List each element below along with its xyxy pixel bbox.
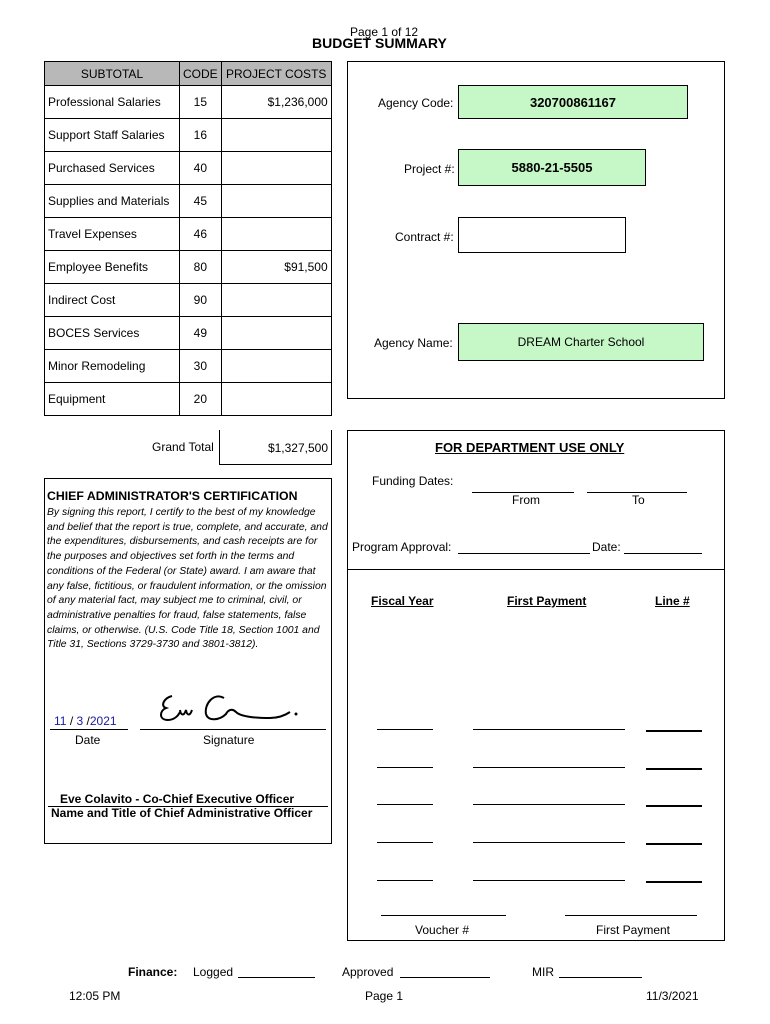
date-field[interactable] — [50, 714, 128, 728]
row-code: 16 — [180, 119, 222, 152]
page-of: Page 1 of 12 — [350, 25, 419, 39]
row-cost[interactable] — [221, 383, 331, 416]
signature-line — [140, 729, 326, 730]
first-payment-amount-line[interactable] — [473, 729, 625, 730]
finance-label: Finance: — [128, 965, 178, 979]
approval-date-line[interactable] — [624, 553, 702, 554]
first-payment-amount-line[interactable] — [473, 842, 625, 843]
row-code: 49 — [180, 317, 222, 350]
col-code: CODE — [180, 62, 222, 86]
date-day: 3 — [76, 714, 84, 728]
col-subtotal: SUBTOTAL — [45, 62, 180, 86]
line-number-line[interactable] — [646, 881, 702, 883]
fiscal-year-line[interactable] — [377, 767, 433, 768]
first-payment-label: First Payment — [596, 923, 671, 937]
row-label: Support Staff Salaries — [45, 119, 180, 152]
logged-line[interactable] — [238, 977, 315, 978]
row-code: 90 — [180, 284, 222, 317]
row-code: 46 — [180, 218, 222, 251]
date-month: 11 — [54, 714, 67, 728]
table-row — [45, 86, 332, 119]
signature-label: Signature — [203, 733, 255, 747]
row-cost[interactable] — [221, 218, 331, 251]
print-time: 12:05 PM — [69, 989, 121, 1003]
logged-label: Logged — [193, 965, 234, 979]
fiscal-year-line[interactable] — [377, 804, 433, 805]
mir-label: MIR — [532, 965, 554, 979]
fiscal-year-line[interactable] — [377, 729, 433, 730]
first-payment-amount-line[interactable] — [473, 767, 625, 768]
row-code: 45 — [180, 185, 222, 218]
officer-caption: Name and Title of Chief Administrative Officer — [51, 806, 313, 820]
col-line: Line # — [655, 594, 690, 608]
row-cost[interactable]: $1,236,000 — [221, 86, 331, 119]
print-date: 11/3/2021 — [646, 989, 699, 1003]
table-row — [45, 317, 332, 350]
fiscal-year-line[interactable] — [377, 880, 433, 881]
row-cost[interactable] — [221, 284, 331, 317]
signature-image — [150, 688, 310, 732]
row-label: Supplies and Materials — [45, 185, 180, 218]
row-label: Employee Benefits — [45, 251, 180, 284]
budget-header-row — [45, 62, 332, 86]
table-row — [45, 119, 332, 152]
department-divider — [347, 569, 724, 570]
certification-title: CHIEF ADMINISTRATOR'S CERTIFICATION — [47, 489, 298, 503]
table-row — [45, 350, 332, 383]
grand-total-label: Grand Total — [152, 440, 214, 454]
mir-line[interactable] — [559, 977, 642, 978]
row-label: Professional Salaries — [45, 86, 180, 119]
voucher-line[interactable] — [381, 915, 506, 916]
row-label: Equipment — [45, 383, 180, 416]
table-row — [45, 152, 332, 185]
contract-label: Contract #: — [395, 230, 454, 244]
program-approval-line[interactable] — [458, 553, 590, 554]
row-code: 40 — [180, 152, 222, 185]
page-number: Page 1 — [365, 989, 404, 1003]
col-project-costs: PROJECT COSTS — [221, 62, 331, 86]
table-row — [45, 251, 332, 284]
from-label: From — [512, 493, 540, 507]
row-cost[interactable] — [221, 119, 331, 152]
funding-dates-label: Funding Dates: — [372, 474, 454, 488]
approved-label: Approved — [342, 965, 394, 979]
row-label: BOCES Services — [45, 317, 180, 350]
row-label: Purchased Services — [45, 152, 180, 185]
row-cost[interactable] — [221, 350, 331, 383]
first-payment-amount-line[interactable] — [473, 804, 625, 805]
agency-name-label: Agency Name: — [374, 336, 453, 350]
line-number-line[interactable] — [646, 768, 702, 770]
table-row — [45, 185, 332, 218]
certification-text: By signing this report, I certify to the best of my knowledge and belief that the report is true, complete, and accurate, and the expenditures, disbursements, and cash receipts are for the purposes and objectives set forth in the terms and conditions of the Federal (or State) award. I am aware that any false, fictitious, or fraudulent information, or the omission of any material fact, may subject me to criminal, civil, or administrative penalties for fraud, false statements, false claims, or otherwise. (U.S. Code Title 18, Section 1001 and Title 31, Sections 3729-3730 and 3801-3812). — [47, 507, 328, 651]
department-title: FOR DEPARTMENT USE ONLY — [435, 440, 625, 455]
agency-code-label: Agency Code: — [378, 96, 454, 110]
officer-name: Eve Colavito - Co-Chief Executive Officer — [60, 792, 295, 806]
row-label: Minor Remodeling — [45, 350, 180, 383]
program-approval-label: Program Approval: — [352, 540, 452, 554]
approval-date-label: Date: — [592, 540, 621, 554]
row-cost[interactable] — [221, 152, 331, 185]
table-row — [45, 383, 332, 416]
row-code: 80 — [180, 251, 222, 284]
voucher-label: Voucher # — [415, 923, 470, 937]
approved-line[interactable] — [400, 977, 490, 978]
to-label: To — [632, 493, 645, 507]
project-field[interactable]: 5880-21-5505 — [458, 149, 646, 186]
row-code: 30 — [180, 350, 222, 383]
row-label: Travel Expenses — [45, 218, 180, 251]
row-cost[interactable] — [221, 185, 331, 218]
line-number-line[interactable] — [646, 730, 702, 732]
date-year: 2021 — [89, 714, 117, 728]
table-row — [45, 218, 332, 251]
col-fiscal-year: Fiscal Year — [371, 594, 434, 608]
page-title: BUDGET SUMMARY — [312, 35, 447, 51]
line-number-line[interactable] — [646, 843, 702, 845]
date-sep: / — [69, 714, 74, 728]
first-payment-line[interactable] — [565, 915, 697, 916]
fiscal-year-line[interactable] — [377, 842, 433, 843]
budget-table — [44, 61, 332, 416]
row-cost[interactable]: $91,500 — [221, 251, 331, 284]
table-row — [45, 284, 332, 317]
date-label: Date — [75, 733, 101, 747]
row-code: 15 — [180, 86, 222, 119]
first-payment-amount-line[interactable] — [473, 880, 625, 881]
row-label: Indirect Cost — [45, 284, 180, 317]
row-cost[interactable] — [221, 317, 331, 350]
agency-code-field[interactable]: 320700861167 — [458, 85, 688, 119]
date-line — [50, 729, 128, 730]
contract-field[interactable] — [458, 217, 626, 253]
row-code: 20 — [180, 383, 222, 416]
agency-name-field[interactable]: DREAM Charter School — [458, 323, 704, 361]
grand-total-value[interactable]: $1,327,500 — [267, 441, 328, 455]
date-sep: / — [86, 714, 90, 728]
col-first-payment: First Payment — [507, 594, 587, 608]
project-label: Project #: — [404, 162, 455, 176]
line-number-line[interactable] — [646, 805, 702, 807]
